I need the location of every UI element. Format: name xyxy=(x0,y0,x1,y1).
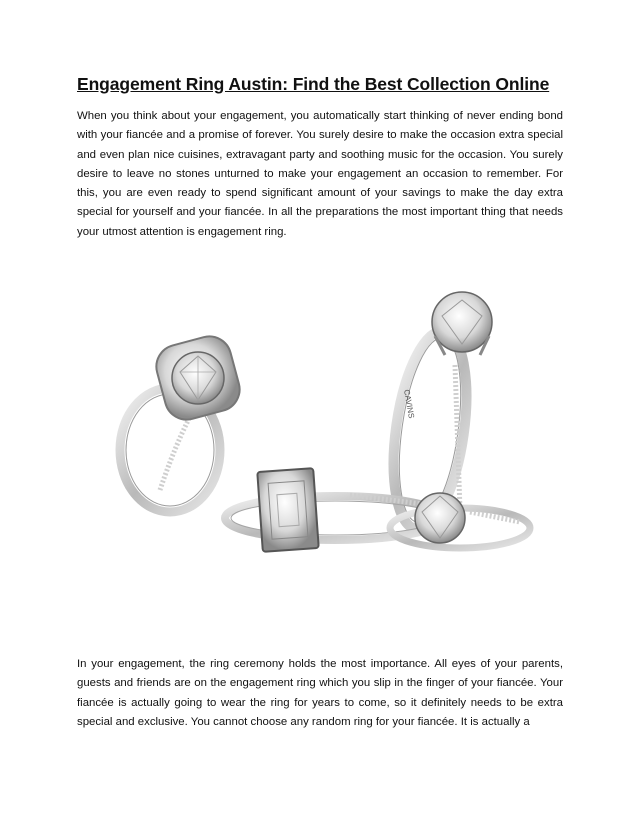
page-title: Engagement Ring Austin: Find the Best Collection Online xyxy=(77,74,550,94)
engagement-rings-photo xyxy=(100,280,540,610)
ring-engraving: CAVINS xyxy=(402,388,416,420)
intro-paragraph: When you think about your engagement, you automatically start thinking of never ending bond with your fiancée and a promise of forever. You surely desire to make the occasion extra special and even plan nice cuisines, extravagant party and soothing music for the occasion. You surely desire to leave no stones unturned to make your engagement an occasion to remember. For this, you are even ready to spend significant amount of your savings to make the day extra special for yourself and your fiancée. In all the preparations the most important thing that needs your utmost attention is engagement ring. xyxy=(77,110,563,238)
body-paragraph: In your engagement, the ring ceremony holds the most importance. All eyes of your parents, guests and friends are on the engagement ring which you slip in the finger of your fiancée. Your fiancée is actually going to wear the ring for years to come, so it definitely needs to be extra special and exclusive. You cannot choose any random ring for your fiancée. It is actually a xyxy=(77,658,563,728)
halo-ring xyxy=(120,331,245,512)
